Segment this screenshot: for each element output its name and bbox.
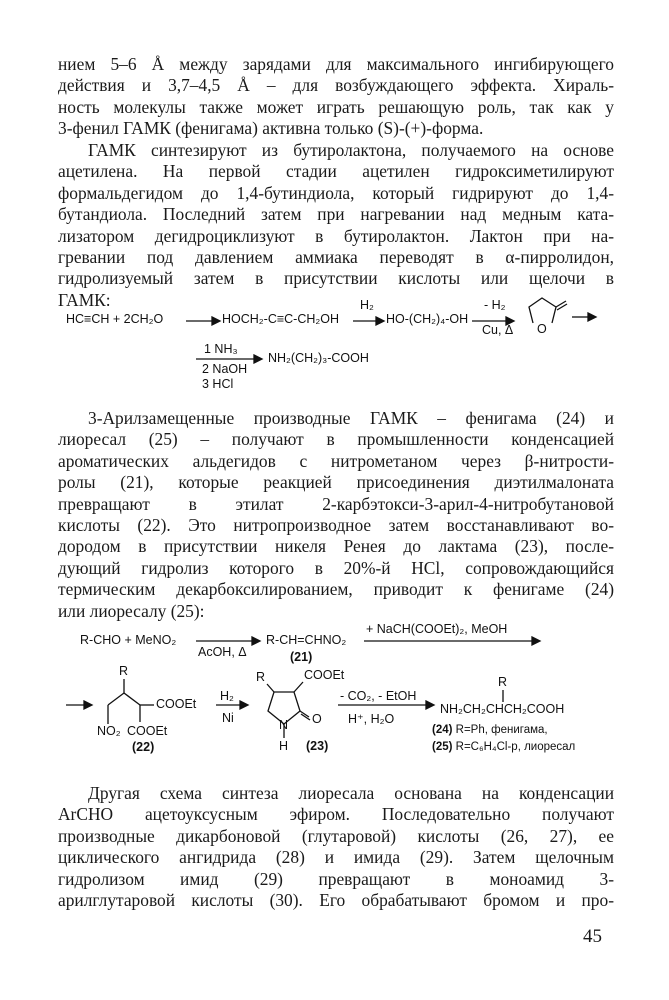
scheme1-product: NH₂(CH₂)₃-COOH [268,351,369,365]
arrow-s2-1-head [252,637,260,645]
text-line: ролы (21), которые реакцией присоединения диэтилмалоната [58,472,614,493]
compound-23-ring [267,682,310,738]
s2-cond1: AcOH, Δ [198,645,247,659]
arrow-s2-5-head [426,701,434,709]
text-line: ГАМК: [58,289,111,310]
text-line: арилглутаровой кислоты (30). Его обрабатывают бромом и про- [58,890,614,911]
text-line: циклического ангидрида (28) и имида (29). Затем щелочным [58,847,614,868]
s2-22-cooet-b: COOEt [127,724,168,738]
text-line: лизатором дегидроциклизуют в бутиролактон. Лактон при на- [58,225,614,246]
text-line: или лиоресалу (25): [58,600,205,621]
compound-22-skeleton [108,679,154,724]
s2-label-21: (21) [290,650,313,664]
scheme1-h2: H₂ [360,298,374,312]
s2-desc-24: R=Ph, фенигама, [455,724,548,736]
scheme1-ring-oxygen: O [537,322,547,336]
text-line: кислоты (22). Это нитропроизводное затем восстанавливают во- [58,515,614,536]
text-line: гидролизом имид (29) превращают в моноамид 3- [58,868,614,889]
s2-cond-top: - CO₂, - EtOH [340,689,417,703]
text-line: ГАМК синтезируют из бутиролактона, получаемого на основе [88,140,614,160]
text-line: 3-фенил ГАМК (фенигама) активна только (S)-(+)-форма. [58,118,484,139]
s2-22-r: R [119,664,129,678]
scheme1-step2: 2 NaOH [202,362,248,376]
text-line: формальдегидом до 1,4-бутиндиола, который гидрируют до 1,4- [58,182,614,203]
s2-product-24 [432,724,548,736]
s2-22-no2: NO₂ [97,724,121,738]
scheme1-butanediol: HO-(CH₂)₄-OH [386,312,469,326]
s2-23-o: O [312,712,322,726]
s2-product-r: R [498,675,508,689]
s2-malonate-reagent: + NaCH(COOEt)₂, MeOH [366,622,508,636]
s2-label-25: (25) [432,741,453,753]
text-line: гидролизуемый затем в присутствии кислоты или щелочи в [58,268,614,289]
s2-label-24: (24) [432,724,453,736]
text-line: ArCHO ацетоуксусным эфиром. Последовательно получают [58,804,614,825]
s2-product: NH₂CH₂CHCH₂COOH [440,702,565,716]
text-line: лиоресал (25) – получают в промышленности конденсацией [58,429,614,450]
arrow-s2-3-head [84,701,92,709]
page-number: 45 [583,926,602,947]
s2-23-r: R [256,670,266,684]
s2-23-cooet: COOEt [304,668,345,682]
paragraph-4 [58,783,614,911]
arrow-s2-4-head [240,701,248,709]
text-line: производные дикарбоновой (глутаровой) кислоты (26, 27), ее [58,825,614,846]
s2-reactants: R-CHO + MeNO₂ [80,633,177,647]
s2-22-cooet-a: COOEt [156,697,197,711]
text-line: нием 5–6 Å между зарядами для максимального ингибирующего [58,54,614,74]
scheme1-step3: 3 HCl [202,377,234,391]
text-line: 3-Арилзамещенные производные ГАМК – фенигама (24) и [88,408,614,428]
text-line: дующий гидролиз которого в 20%-й HCl, сопровождающийся [58,557,614,578]
text-line: гревании под давлением аммиака переводят в α-пирролидон, [58,247,614,268]
s2-label-22: (22) [132,740,155,754]
s2-nitrostyrene: R-CH=CHNO₂ [266,633,347,647]
s2-h2: H₂ [220,689,234,703]
s2-product-25 [432,741,575,753]
text-line: ароматических альдегидов с нитрометаном через β-нитрости- [58,450,614,471]
text-line: Другая схема синтеза лиоресала основана на конденсации [88,783,614,803]
arrow-s2-2-head [532,637,540,645]
text-line: термическим декарбоксилированием, приводит к фенигаме (24) [58,579,614,600]
text-line: ность молекулы также может играть решающую роль, так как у [58,96,614,117]
text-line: ацетилена. На первой стадии ацетилен гидроксиметилируют [58,161,614,182]
text-line: превращают в этилат 2-карбэтокси-3-арил-4-нитробутановой [58,493,614,514]
s2-label-23: (23) [306,739,329,753]
scheme1-butynediol: HOCH₂-C≡C-CH₂OH [222,312,339,326]
s2-ni: Ni [222,711,234,725]
s2-23-n: N [279,718,289,732]
text-line: действия и 3,7–4,5 Å – для возбуждающего эффекта. Хираль- [58,75,614,96]
text-line: бутандиола. Последний затем при нагревании над медным ката- [58,204,614,225]
scheme1-reactants: HC≡CH + 2CH₂O [66,312,164,326]
s2-23-h: H [279,739,289,753]
text-line: дородом в присутствии никеля Ренея до лактама (23), после- [58,536,614,557]
s2-cond-bottom: H⁺, H₂O [348,712,395,726]
scheme1-dehydro-top: - H₂ [484,298,506,312]
scheme1-dehydro-bottom: Cu, Δ [482,323,514,337]
scheme1-step1: 1 NH₃ [204,342,238,356]
s2-desc-25: R=C₆H₄Cl-p, лиоресал [455,741,576,753]
